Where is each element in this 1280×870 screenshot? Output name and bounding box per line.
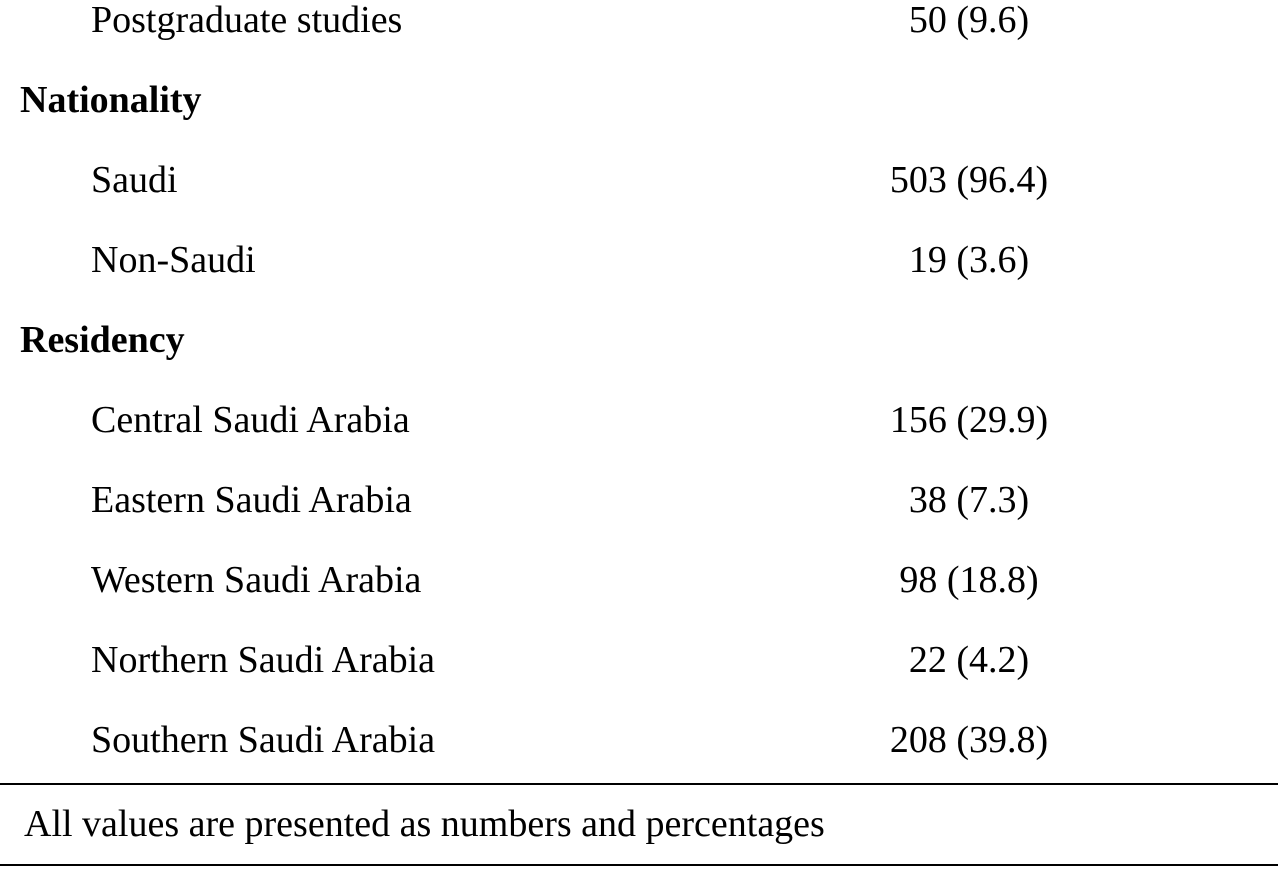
row-value: 38 (7.3) xyxy=(908,479,1030,521)
footnote-bottom-rule xyxy=(0,864,1278,866)
table-row xyxy=(0,380,1280,460)
row-label: Eastern Saudi Arabia xyxy=(91,479,412,521)
section-heading-nationality xyxy=(0,60,1280,140)
row-label: Saudi xyxy=(91,159,178,201)
table-row xyxy=(0,220,1280,300)
row-value: 50 (9.6) xyxy=(908,0,1030,41)
row-label: Central Saudi Arabia xyxy=(91,399,410,441)
row-label: Western Saudi Arabia xyxy=(91,559,422,601)
table-row xyxy=(0,140,1280,220)
row-value: 22 (4.2) xyxy=(908,639,1030,681)
row-value: 156 (29.9) xyxy=(889,399,1049,441)
section-label: Nationality xyxy=(20,79,202,121)
table-row xyxy=(0,540,1280,620)
row-label: Southern Saudi Arabia xyxy=(91,719,436,761)
row-value: 208 (39.8) xyxy=(889,719,1049,761)
table-row xyxy=(0,700,1280,780)
row-value: 19 (3.6) xyxy=(908,239,1030,281)
row-label: Non-Saudi xyxy=(91,239,256,281)
row-label: Northern Saudi Arabia xyxy=(91,639,436,681)
table-row xyxy=(0,620,1280,700)
section-label: Residency xyxy=(20,319,185,361)
row-value: 503 (96.4) xyxy=(889,159,1049,201)
table-row xyxy=(0,460,1280,540)
row-label: Postgraduate studies xyxy=(91,0,403,41)
row-value: 98 (18.8) xyxy=(899,559,1039,601)
table-footnote: All values are presented as numbers and percentages xyxy=(24,803,825,845)
table-row xyxy=(0,0,1280,60)
section-heading-residency xyxy=(0,300,1280,380)
